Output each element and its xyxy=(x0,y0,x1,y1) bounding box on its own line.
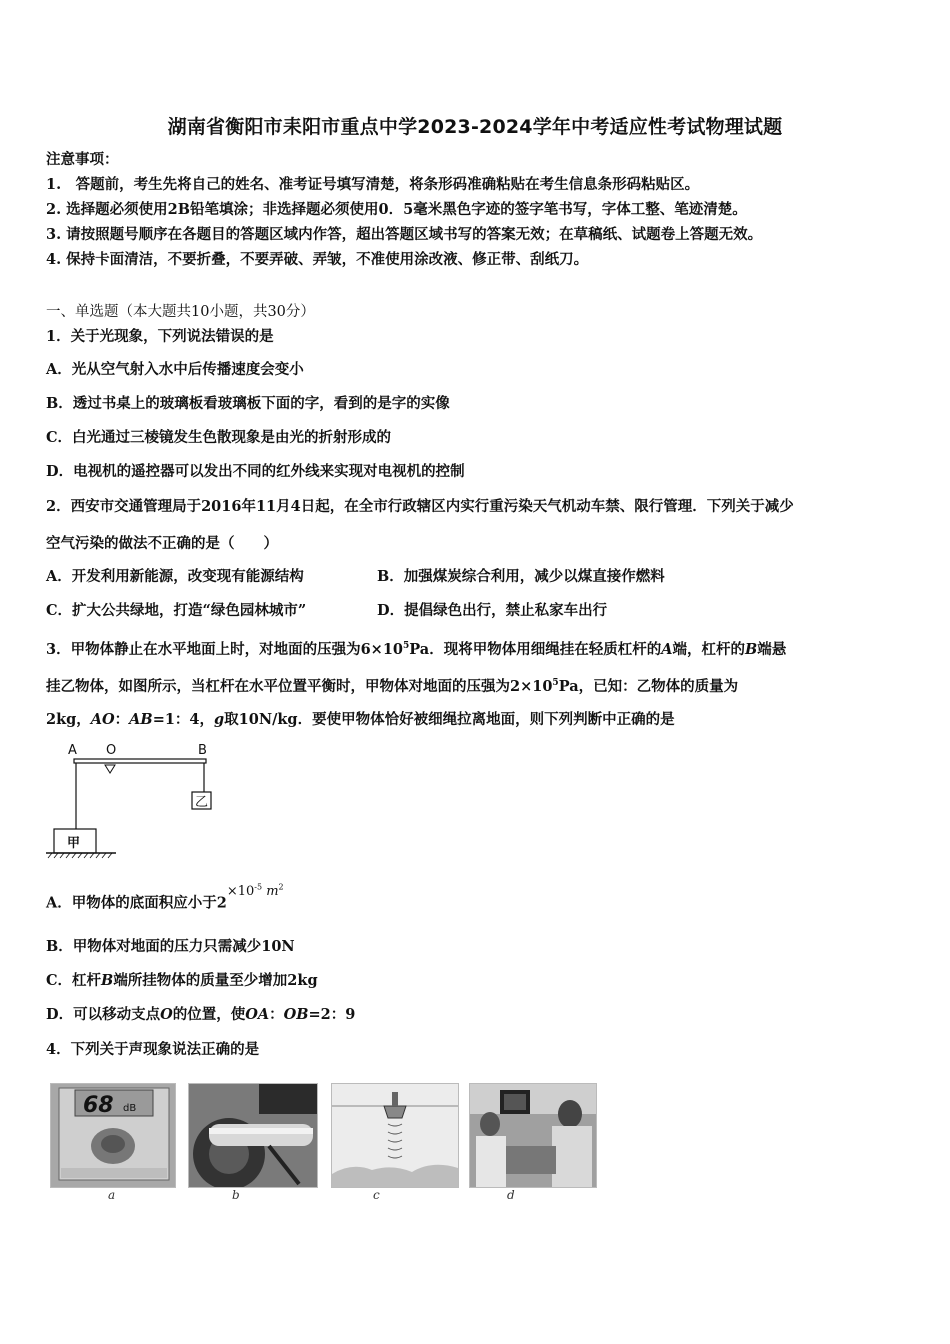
photo-d-ultrasound-exam xyxy=(469,1083,597,1188)
caption-b: b xyxy=(232,1188,240,1202)
q2-stem-line1: 2．西安市交通管理局于2016年11月4日起，在全市行政辖区内实行重污染天气机动车禁、限行管理．下列关于减少 xyxy=(46,498,794,515)
notice-item-1: 1. 答题前，考生先将自己的姓名、准考证号填写清楚，将条形码准确粘贴在考生信息条形码粘贴区。 xyxy=(46,176,700,193)
q1-option-b: B．透过书桌上的玻璃板看玻璃板下面的字，看到的是字的实像 xyxy=(46,395,450,412)
fulcrum xyxy=(105,765,115,773)
q3-option-a: A．甲物体的底面积应小于$2\times 10^{-5}$ $m^2$ xyxy=(46,883,284,912)
photo-c-sonar-ship xyxy=(331,1083,459,1188)
notice-heading: 注意事项： xyxy=(46,151,119,168)
q4-stem: 4．下列关于声现象说法正确的是 xyxy=(46,1041,260,1058)
page-title: 湖南省衡阳市耒阳市重点中学2023-2024学年中考适应性考试物理试题 xyxy=(167,116,783,138)
fig-label-a: A xyxy=(68,743,77,758)
meter-unit: dB xyxy=(123,1103,137,1114)
lever-figure xyxy=(40,740,230,860)
section-heading: 一、单选题（本大题共10小题，共30分） xyxy=(46,304,315,320)
notice-item-3: 3. 请按照题号顺序在各题目的答题区域内作答，超出答题区域书写的答案无效；在草稿纸、试题卷上答题无效。 xyxy=(46,226,763,243)
q3-stem-line1: 3．甲物体静止在水平地面上时，对地面的压强为$6\times 10^5Pa$．现将甲物体用细绳挂在轻质杠杆的A端，杠杆的B端悬 xyxy=(46,640,787,658)
block-jia-label: 甲 xyxy=(67,836,81,851)
caption-a: a xyxy=(108,1188,116,1202)
q3-option-d: D．可以移动支点O的位置，使OA：OB=2：9 xyxy=(46,1006,356,1023)
caption-c: c xyxy=(373,1188,380,1202)
block-yi-label: 乙 xyxy=(195,795,209,810)
fig-label-o: O xyxy=(106,743,117,758)
meter-value: 68 xyxy=(83,1093,114,1118)
q2-stem-line2: 空气污染的做法不正确的是（ ） xyxy=(46,535,278,552)
q3-option-c: C．杠杆B端所挂物体的质量至少增加2kg xyxy=(46,972,318,989)
q1-stem: 1．关于光现象，下列说法错误的是 xyxy=(46,328,274,345)
q2-option-b: B．加强煤炭综合利用，减少以煤直接作燃料 xyxy=(377,568,665,585)
photo-a-noise-meter xyxy=(50,1083,176,1188)
caption-d: d xyxy=(507,1188,515,1202)
q2-option-d: D．提倡绿色出行，禁止私家车出行 xyxy=(377,602,608,619)
q3-option-b: B．甲物体对地面的压力只需减少10N xyxy=(46,938,295,955)
q3-stem-line2: 挂乙物体，如图所示，当杠杆在水平位置平衡时，甲物体对地面的压强为$2\times 10^5Pa$，已知：乙物体的质量为 xyxy=(46,677,739,695)
q1-option-c: C．白光通过三棱镜发生色散现象是由光的折射形成的 xyxy=(46,429,392,446)
notice-item-2: 2. 选择题必须使用2B铅笔填涂；非选择题必须使用0．5毫米黑色字迹的签字笔书写，字体工整、笔迹清楚。 xyxy=(46,201,747,218)
q3-stem-line3: 2kg，AO：AB=1：4，g取10N/kg．要使甲物体恰好被细绳拉离地面，则下列判断中正确的是 xyxy=(46,711,675,728)
q2-option-a: A．开发利用新能源，改变现有能源结构 xyxy=(46,568,304,585)
q2-option-c: C．扩大公共绿地，打造“绿色园林城市” xyxy=(46,602,307,619)
fig-label-b: B xyxy=(198,743,207,758)
q1-option-a: A．光从空气射入水中后传播速度会变小 xyxy=(46,361,304,378)
photo-b-motorcycle-muffler xyxy=(188,1083,318,1188)
notice-item-4: 4. 保持卡面清洁，不要折叠，不要弄破、弄皱，不准使用涂改液、修正带、刮纸刀。 xyxy=(46,251,589,268)
lever-bar xyxy=(74,759,206,763)
q1-option-d: D．电视机的遥控器可以发出不同的红外线来实现对电视机的控制 xyxy=(46,463,465,480)
